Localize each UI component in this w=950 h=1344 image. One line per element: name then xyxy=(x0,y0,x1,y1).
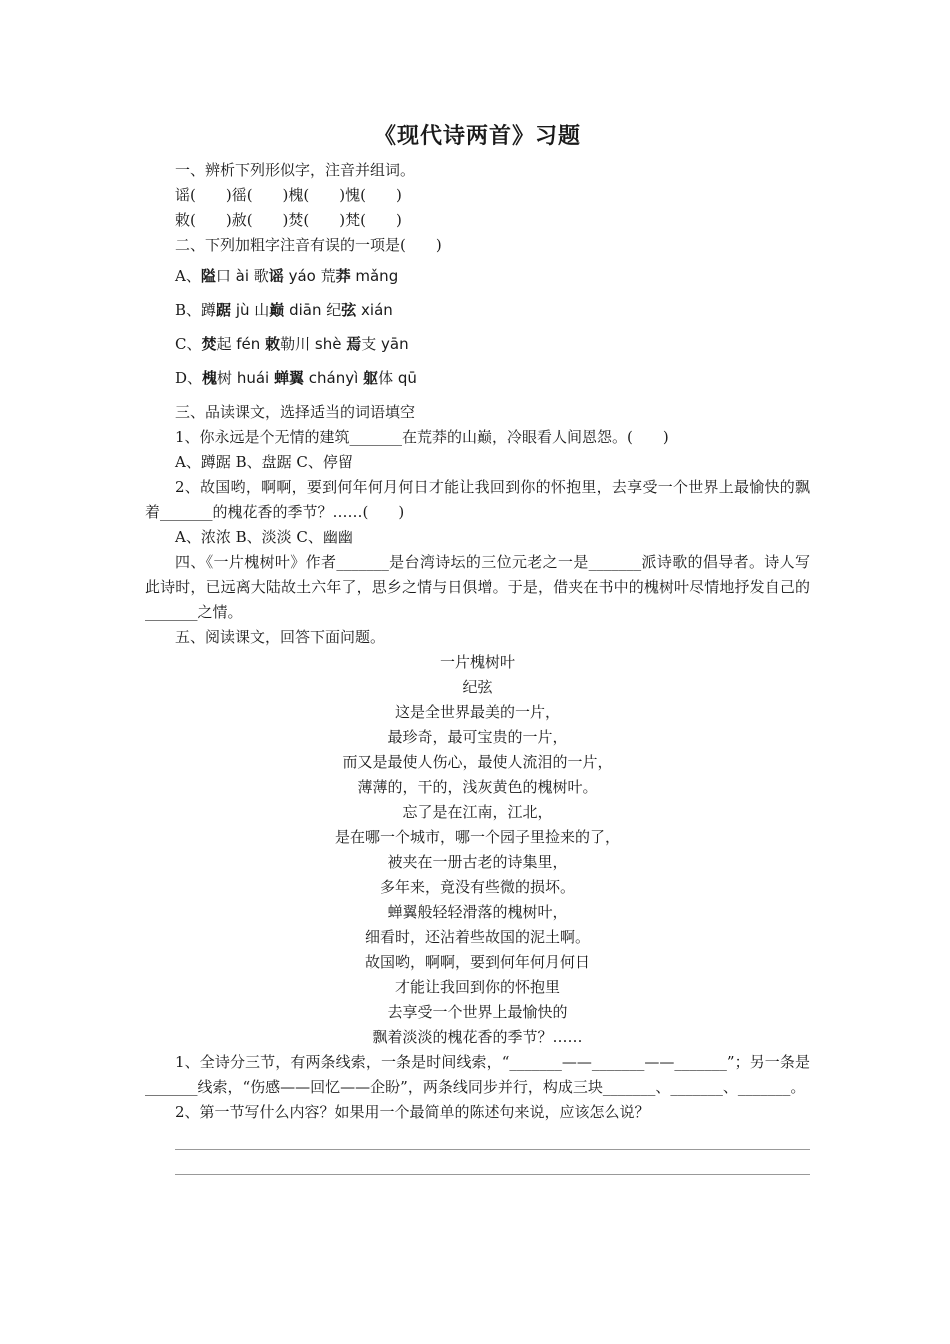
q5-heading: 五、阅读课文，回答下面问题。 xyxy=(175,628,386,646)
poem-line: 薄薄的，干的，浅灰黄色的槐树叶。 xyxy=(357,778,598,796)
answer-line[interactable] xyxy=(175,1150,810,1175)
poem-line: 才能让我回到你的怀抱里 xyxy=(394,978,560,996)
answer-line[interactable] xyxy=(175,1125,810,1150)
q1-row-2: 敕( )赦( )焚( )梵( ) xyxy=(175,211,402,229)
poem-line: 是在哪一个城市，哪一个园子里捡来的了， xyxy=(334,828,620,846)
q4-text: 四、《一片槐树叶》作者_______是台湾诗坛的三位元老之一是_______派诗歌的倡导者。诗人写此诗时，已远离大陆故土六年了，思乡之情与日俱增。于是，借夹在书中的槐树叶尽情地抒发自己的_______之情。 xyxy=(145,553,810,621)
q3-sentence-1: 1、你永远是个无情的建筑_______在荒莽的山巅，冷眼看人间恩怨。( ) xyxy=(175,428,669,446)
q2-option-a: A、隘口 ài 歌谣 yáo 荒莽 mǎng xyxy=(175,267,399,285)
poem-line: 细看时，还沾着些故国的泥土啊。 xyxy=(364,928,590,946)
poem xyxy=(145,650,810,1050)
q2-option-c: C、焚起 fén 敕勒川 shè 焉支 yān xyxy=(175,335,409,353)
q3-heading: 三、品读课文，选择适当的词语填空 xyxy=(175,403,416,421)
q2-heading: 二、下列加粗字注音有误的一项是( ) xyxy=(175,236,442,254)
poem-line: 故国哟，啊啊，要到何年何月何日 xyxy=(364,953,590,971)
poem-line: 去享受一个世界上最愉快的 xyxy=(387,1003,568,1021)
q5-subquestion-2: 2、第一节写什么内容？如果用一个最简单的陈述句来说，应该怎么说？ xyxy=(175,1103,650,1121)
q1-row-1: 谣( )徭( )槐( )愧( ) xyxy=(175,186,402,204)
poem-line: 蝉翼般轻轻滑落的槐树叶， xyxy=(387,903,568,921)
poem-line: 最珍奇，最可宝贵的一片， xyxy=(387,728,568,746)
poem-line: 而又是最使人伤心，最使人流泪的一片， xyxy=(342,753,613,771)
poem-line: 被夹在一册古老的诗集里， xyxy=(387,853,568,871)
worksheet xyxy=(145,118,810,1175)
poem-title: 一片槐树叶 xyxy=(439,653,515,671)
q2-option-d: D、槐树 huái 蝉翼 chányì 躯体 qū xyxy=(175,369,417,387)
page-title: 《现代诗两首》习题 xyxy=(373,123,581,149)
q3-sentence-2: 2、故国哟，啊啊，要到何年何月何日才能让我回到你的怀抱里，去享受一个世界上最愉快的飘着_______的槐花香的季节？……( ) xyxy=(145,478,810,521)
q1-heading: 一、辨析下列形似字，注音并组词。 xyxy=(175,161,416,179)
poem-author: 纪弦 xyxy=(462,678,493,696)
q2-option-b: B、蹲踞 jù 山巅 diān 纪弦 xián xyxy=(175,301,393,319)
q5-subquestion-1: 1、全诗分三节，有两条线索，一条是时间线索，“_______——_______——_______”；另一条是_______线索，“伤感——回忆——企盼”，两条线同步并行，构成三块_______、_______、_______。 xyxy=(145,1053,810,1096)
poem-line: 这是全世界最美的一片， xyxy=(394,703,560,721)
q3-options-2: A、浓浓 B、淡淡 C、幽幽 xyxy=(175,528,353,546)
poem-line: 忘了是在江南，江北， xyxy=(402,803,553,821)
poem-line: 飘着淡淡的槐花香的季节？…… xyxy=(372,1028,583,1046)
poem-line: 多年来，竟没有些微的损坏。 xyxy=(379,878,575,896)
q3-options-1: A、蹲踞 B、盘踞 C、停留 xyxy=(175,453,353,471)
